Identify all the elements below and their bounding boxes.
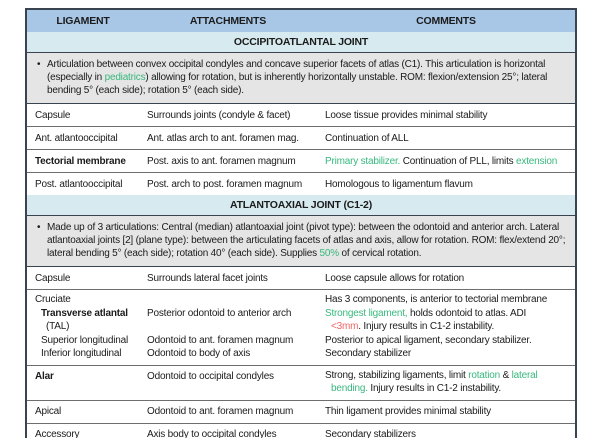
section-header-atlantoaxial: ATLANTOAXIAL JOINT (C1-2): [27, 195, 575, 215]
ligament-line-cruciate: Cruciate: [35, 294, 71, 305]
table-row-apical: [27, 400, 575, 423]
comment-line: <3mm. Injury results in C1-2 instability.: [331, 321, 495, 332]
table-row-post-atlantooccipital: [27, 172, 575, 195]
table-row-ant-atlantooccipital: [27, 126, 575, 149]
ligament-cell: Apical: [35, 406, 62, 417]
comment-cell: Primary stabilizer. Continuation of PLL, limits extension: [325, 155, 558, 167]
section2-summary-row: [27, 215, 575, 266]
ligament-cell: Capsule: [35, 109, 71, 121]
ligament-line-inferior-longitudinal: Inferior longitudinal: [41, 348, 122, 359]
bullet-icon: •: [37, 59, 41, 70]
attachment-cell: Axis body to occipital condyles: [147, 429, 277, 438]
section1-summary-row: [27, 52, 575, 103]
comment-line: bending. Injury results in C1-2 instability.: [331, 383, 502, 394]
ligament-cell: Tectorial membrane: [35, 155, 126, 167]
attachment-line: Odontoid to ant. foramen magnum: [147, 334, 294, 346]
section-header-occipitoatlantal: OCCIPITOATLANTAL JOINT: [27, 32, 575, 52]
comment-cell: Homologous to ligamentum flavum: [325, 178, 473, 190]
ligament-line-superior-longitudinal: Superior longitudinal: [41, 334, 128, 346]
attachment-cell: [139, 290, 317, 365]
ligament-table: [25, 8, 577, 438]
table-row-accessory: [27, 423, 575, 438]
attachment-cell: Odontoid to ant. foramen magnum: [147, 406, 294, 417]
table-row-alar: [27, 365, 575, 400]
table-header-row: [27, 10, 575, 32]
ligament-line-transverse-atlantal: Transverse atlantal: [41, 307, 128, 319]
comment-cell: Loose capsule allows for rotation: [325, 272, 465, 284]
table-row-tectorial-membrane: [27, 149, 575, 172]
comment-cell: Secondary stabilizers: [325, 429, 416, 438]
table-row-cruciate: [27, 289, 575, 365]
section1-summary-text: Articulation between convex occipital condyles and concave superior facets of atlas (C1). This articulation is horizontal (especially in pediatrics) allowing for rotation, but is inherently horizontally unstable. ROM: flexion/extension 25°; lateral bending 5° (each side); rotation 5° (each side).: [47, 59, 548, 96]
section2-summary-text: Made up of 3 articulations: Central (median) atlantoaxial joint (pivot type): between the odontoid and anterior arch. Lateral atlantoaxial joints [2] (plane type): between the articulating facets of atlas and axis, allow for rotation. ROM: flex/extend 20°; lateral bending 5° (each side); rotation 40° (each side). Supplies 50% of cervical rotation.: [47, 222, 566, 259]
column-header-ligament: LIGAMENT: [56, 15, 110, 27]
comment-line: Strongest ligament, holds odontoid to atlas. ADI: [325, 307, 527, 319]
ligament-cell: Capsule: [35, 272, 71, 284]
attachment-cell: Post. arch to post. foramen magnum: [147, 178, 302, 190]
comment-cell: [317, 366, 575, 400]
comment-line: Has 3 components, is anterior to tectorial membrane: [325, 294, 548, 305]
comment-cell: Thin ligament provides minimal stability: [325, 406, 491, 417]
column-header-comments: COMMENTS: [416, 15, 476, 27]
attachment-line: Odontoid to body of axis: [147, 348, 251, 359]
ligament-cell: Alar: [35, 370, 54, 382]
ligament-cell: Post. atlantooccipital: [35, 178, 123, 190]
table-row-capsule-2: [27, 266, 575, 289]
comment-cell: Loose tissue provides minimal stability: [325, 109, 488, 121]
attachment-line: [147, 320, 313, 334]
ligament-cell: Ant. atlantooccipital: [35, 132, 118, 144]
table-row-capsule-1: [27, 103, 575, 126]
comment-cell: [317, 290, 575, 365]
attachment-cell: Surrounds joints (condyle & facet): [147, 109, 291, 121]
comment-line: Strong, stabilizing ligaments, limit rotation & lateral: [325, 369, 538, 381]
comment-line: Posterior to apical ligament, secondary stabilizer.: [325, 334, 532, 346]
ligament-cell: [27, 290, 139, 365]
attachment-cell: Odontoid to occipital condyles: [147, 370, 274, 382]
column-header-attachments: ATTACHMENTS: [189, 15, 267, 27]
attachment-cell: Surrounds lateral facet joints: [147, 272, 268, 284]
bullet-icon: •: [37, 222, 41, 233]
comment-line: Secondary stabilizer: [325, 348, 412, 359]
attachment-line: Posterior odontoid to anterior arch: [147, 307, 292, 319]
attachment-cell: Post. axis to ant. foramen magnum: [147, 155, 296, 167]
ligament-line-tal: (TAL): [46, 321, 70, 332]
attachment-cell: Ant. atlas arch to ant. foramen mag.: [147, 132, 299, 144]
attachment-line: [147, 293, 313, 307]
comment-cell: Continuation of ALL: [325, 132, 409, 144]
ligament-cell: Accessory: [35, 429, 80, 438]
